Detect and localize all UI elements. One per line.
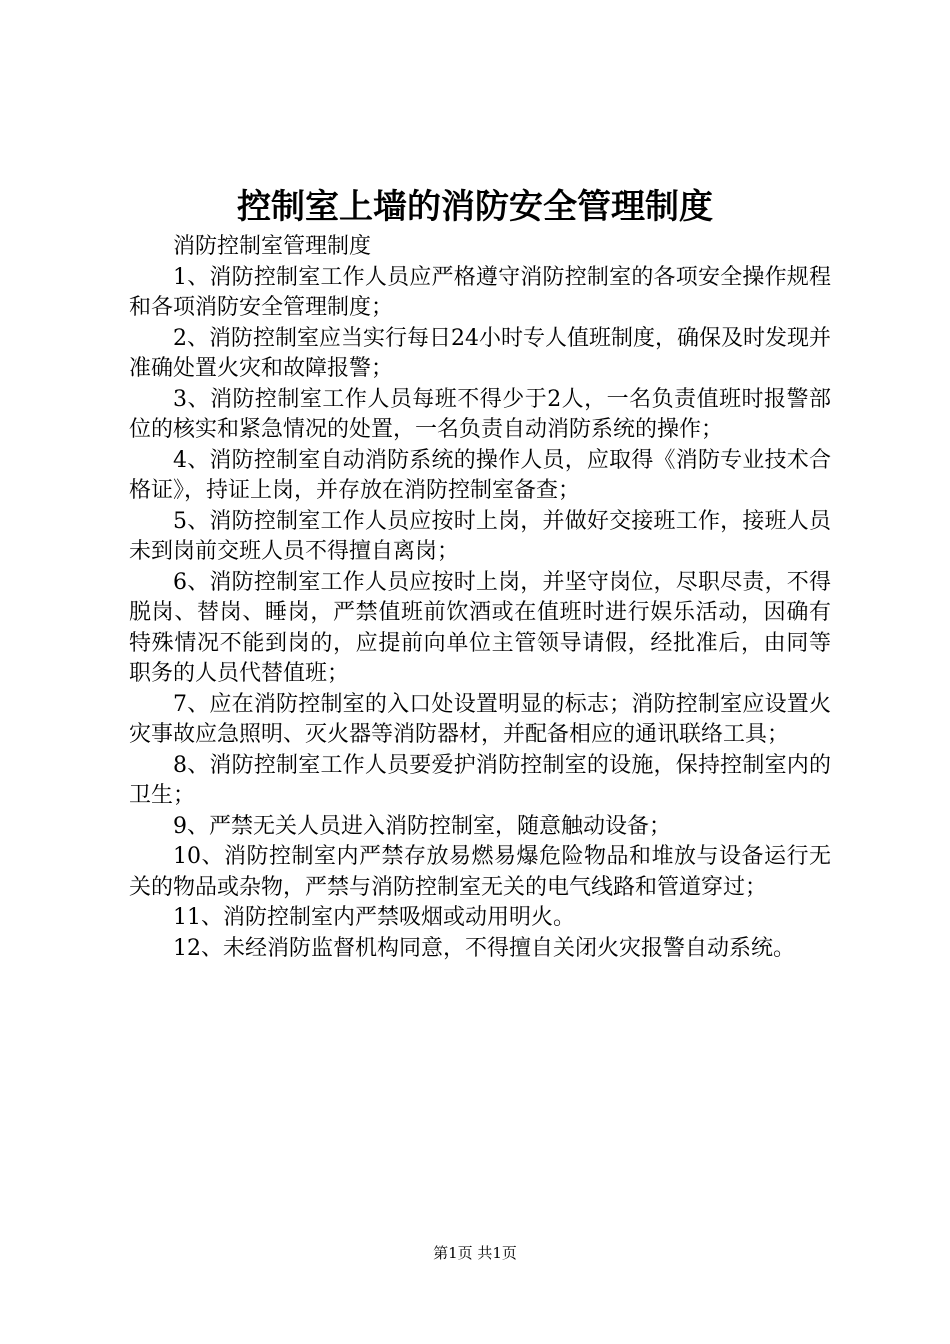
rule-paragraph-12: 12、未经消防监督机构同意，不得擅自关闭火灾报警自动系统。 <box>173 935 795 961</box>
rule-paragraph-7: 7、应在消防控制室的入口处设置明显的标志；消防控制室应设置火灾事故应急照明、灭火器等消防器材，并配备相应的通讯联络工具； <box>129 691 831 747</box>
rule-paragraph-10: 10、消防控制室内严禁存放易燃易爆危险物品和堆放与设备运行无关的物品或杂物，严禁与消防控制室无关的电气线路和管道穿过； <box>129 844 831 900</box>
rule-paragraph-9: 9、严禁无关人员进入消防控制室，随意触动设备； <box>173 813 671 839</box>
rule-paragraph-5: 5、消防控制室工作人员应按时上岗，并做好交接班工作，接班人员未到岗前交班人员不得擅自离岗； <box>129 508 831 564</box>
rule-paragraph-11: 11、消防控制室内严禁吸烟或动用明火。 <box>173 905 575 930</box>
rule-paragraph-1: 1、消防控制室工作人员应严格遵守消防控制室的各项安全操作规程和各项消防安全管理制度； <box>129 264 831 320</box>
subtitle-paragraph: 消防控制室管理制度 <box>173 234 372 259</box>
rule-paragraph-4: 4、消防控制室自动消防系统的操作人员，应取得《消防专业技术合格证》，持证上岗，并存放在消防控制室备查； <box>129 447 831 503</box>
document-body <box>129 232 831 964</box>
document-title: 控制室上墙的消防安全管理制度 <box>237 187 713 227</box>
page-number-footer: 第1页 共1页 <box>433 1244 517 1262</box>
rule-paragraph-2: 2、消防控制室应当实行每日24小时专人值班制度，确保及时发现并准确处置火灾和故障报警； <box>129 325 831 381</box>
rule-paragraph-8: 8、消防控制室工作人员要爱护消防控制室的设施，保持控制室内的卫生； <box>129 752 831 808</box>
rule-paragraph-6: 6、消防控制室工作人员应按时上岗，并坚守岗位，尽职尽责，不得脱岗、替岗、睡岗，严禁值班前饮酒或在值班时进行娱乐活动，因确有特殊情况不能到岗的，应提前向单位主管领导请假，经批准后，由同等职务的人员代替值班； <box>129 569 831 686</box>
rule-paragraph-3: 3、消防控制室工作人员每班不得少于2人，一名负责值班时报警部位的核实和紧急情况的处置，一名负责自动消防系统的操作； <box>129 386 831 442</box>
